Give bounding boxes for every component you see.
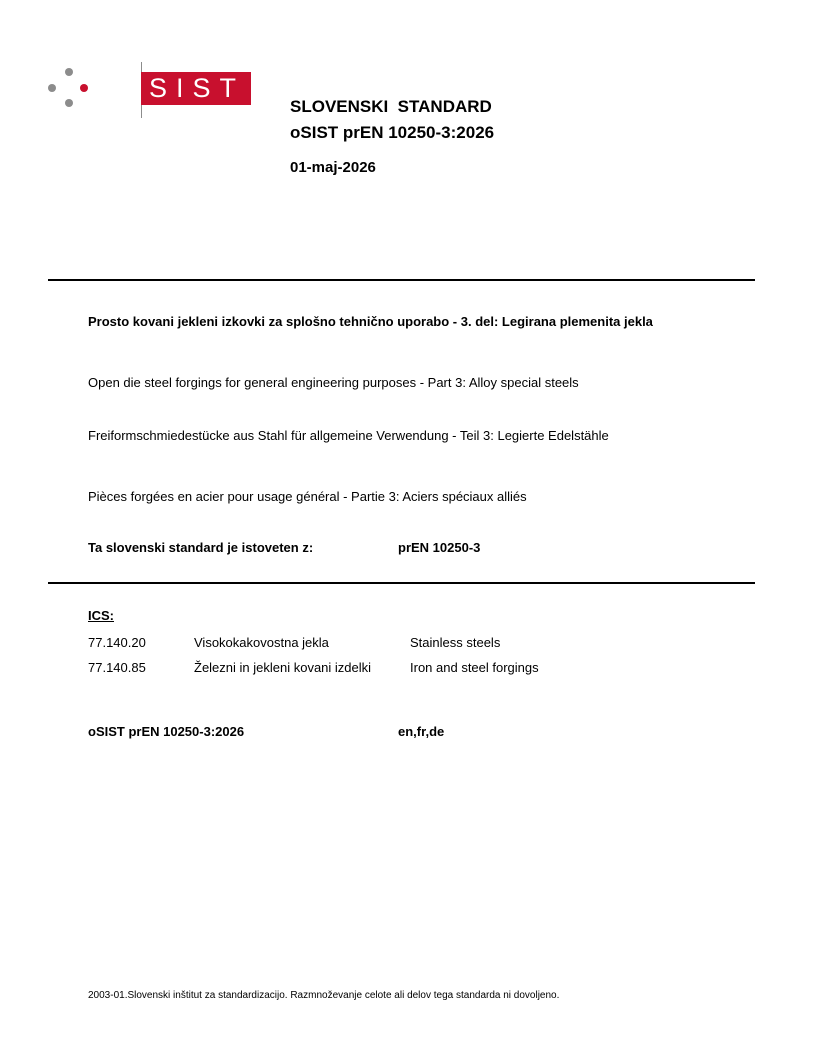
logo-dot: [48, 84, 56, 92]
middle-divider: [48, 582, 755, 584]
logo-wordmark: SIST: [141, 72, 251, 105]
logo-dot: [80, 84, 88, 92]
standard-designation: oSIST prEN 10250-3:2026: [290, 123, 495, 142]
ics-label: ICS:: [88, 608, 114, 623]
logo-dot: [65, 68, 73, 76]
title-french: Pièces forgées en acier pour usage général - Partie 3: Aciers spéciaux alliés: [88, 489, 527, 504]
copyright-footer: 2003-01.Slovenski inštitut za standardizacijo. Razmnoževanje celote ali delov tega standarda ni dovoljeno.: [88, 990, 560, 1001]
ics-english: Stainless steels: [410, 635, 501, 650]
ics-code: 77.140.20: [88, 635, 146, 650]
ics-slovenian: Visokokakovostna jekla: [194, 635, 329, 650]
designation-languages: en,fr,de: [398, 724, 445, 739]
ics-code: 77.140.85: [88, 660, 146, 675]
document-header: [290, 95, 494, 176]
designation-line: [88, 725, 708, 739]
logo-dot: [65, 99, 73, 107]
ics-english: Iron and steel forgings: [410, 660, 539, 675]
identical-label: Ta slovenski standard je istoveten z:: [88, 540, 314, 555]
title-german: Freiformschmiedestücke aus Stahl für allgemeine Verwendung - Teil 3: Legierte Edelstähle: [88, 428, 609, 443]
ics-slovenian: Železni in jekleni kovani izdelki: [194, 660, 372, 675]
identical-statement: [88, 541, 708, 555]
title-english: Open die steel forgings for general engineering purposes - Part 3: Alloy special steels: [88, 375, 579, 390]
standard-type: SLOVENSKI STANDARD: [290, 97, 492, 116]
sist-logo: [46, 62, 246, 118]
identical-value: prEN 10250-3: [398, 540, 481, 555]
publication-date: 01-maj-2026: [290, 159, 376, 176]
designation-code: oSIST prEN 10250-3:2026: [88, 724, 245, 739]
top-divider: [48, 279, 755, 281]
title-slovenian: Prosto kovani jekleni izkovki za splošno tehnično uporabo - 3. del: Legirana plemenita jekla: [88, 314, 653, 329]
